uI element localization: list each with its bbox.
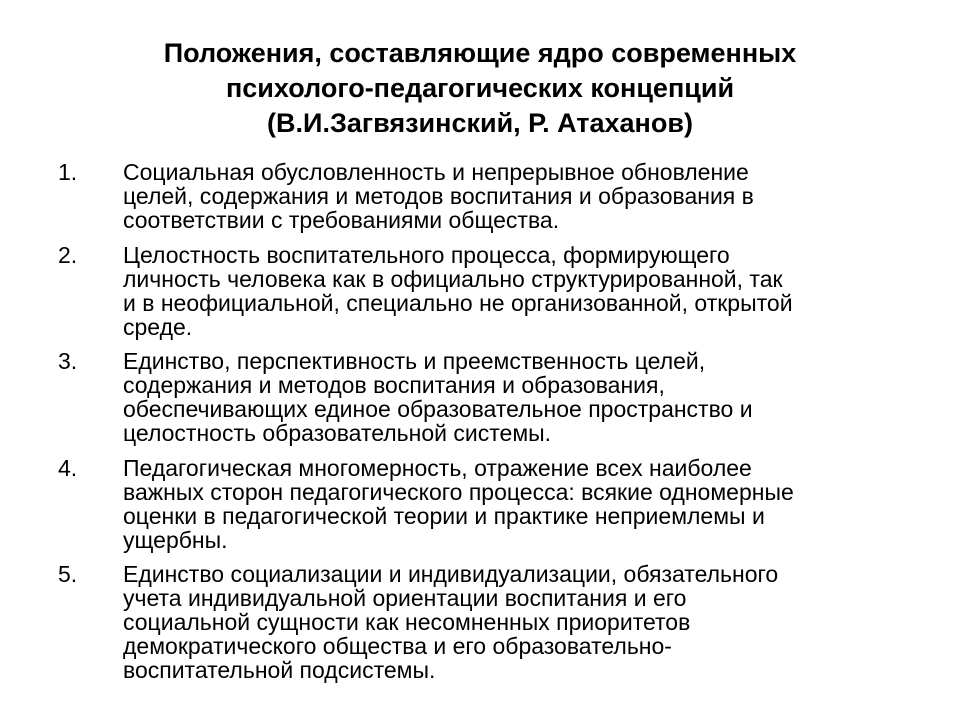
item-text-line: ущербны.	[123, 526, 228, 553]
item-text-line: Единство, перспективность и преемственность целей,	[123, 348, 706, 374]
item-text-line: Целостность воспитательного процесса, формирующего	[123, 241, 730, 268]
item-text-line: демократического общества и его образовательно-	[123, 633, 672, 659]
item-number: 5.	[58, 561, 78, 587]
title-line: психолого-педагогических концепций	[225, 73, 735, 103]
title-line: Положения, составляющие ядро современных	[163, 38, 797, 68]
item-text-line: целостность образовательной системы.	[123, 420, 552, 446]
item-text-line: обеспечивающих единое образовательное пространство и	[123, 396, 753, 422]
item-number: 4.	[58, 454, 78, 481]
list-item	[58, 456, 918, 552]
item-text-line: воспитательной подсистемы.	[123, 657, 436, 683]
list-item	[58, 349, 918, 445]
item-text-line: важных сторон педагогического процесса: всякие одномерные	[123, 478, 794, 505]
item-text-line: учета индивидуальной ориентации воспитания и его	[123, 585, 687, 611]
list-item	[58, 243, 918, 339]
item-text-line: соответствии с требованиями общества.	[123, 207, 560, 233]
item-text-line: оценки в педагогической теории и практике неприемлемы и	[123, 502, 765, 529]
item-text-line: содержания и методов воспитания и образования,	[123, 372, 665, 398]
item-text-line: Социальная обусловленность и непрерывное обновление	[123, 159, 749, 185]
item-number: 3.	[58, 348, 78, 374]
item-text-line: Педагогическая многомерность, отражение всех наиболее	[123, 454, 752, 481]
list-item	[58, 160, 918, 232]
title-line: (В.И.Загвязинский, Р. Атаханов)	[267, 108, 693, 138]
item-text-line: среде.	[123, 313, 193, 340]
principles-list	[58, 160, 918, 693]
item-text-line: целей, содержания и методов воспитания и образования в	[123, 183, 754, 209]
item-number: 2.	[58, 241, 78, 268]
list-item	[58, 562, 918, 682]
item-text-line: личность человека как в официально структурированной, так	[123, 265, 783, 292]
item-number: 1.	[58, 159, 78, 185]
item-text-line: социальной сущности как несомненных приоритетов	[123, 609, 691, 635]
slide-title	[0, 36, 960, 141]
item-text-line: и в неофициальной, специально не организованной, открытой	[123, 289, 793, 316]
item-text-line: Единство социализации и индивидуализации, обязательного	[123, 561, 779, 587]
